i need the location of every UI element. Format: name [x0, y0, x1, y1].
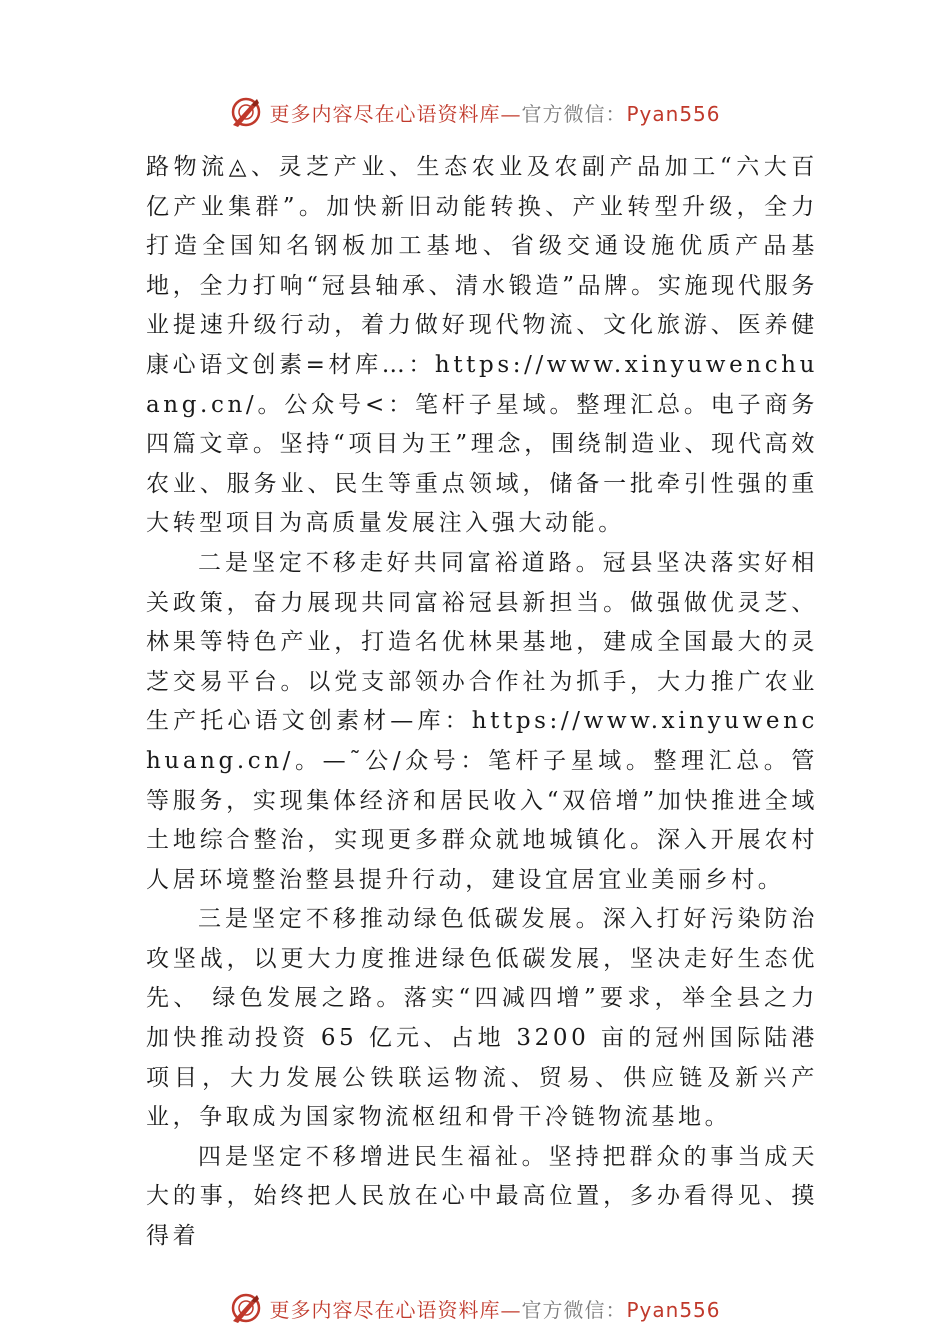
pen-logo-icon	[229, 1291, 263, 1325]
banner-main-text: 更多内容尽在心语资料库	[269, 1297, 501, 1322]
banner-sub-text: 官方微信：	[521, 101, 627, 126]
banner-wechat-id: Pyan556	[626, 101, 721, 126]
banner-text	[269, 1294, 720, 1323]
banner-main-text: 更多内容尽在心语资料库	[269, 101, 501, 126]
header-banner	[0, 92, 950, 132]
document-body	[146, 148, 818, 1257]
banner-dash: —	[500, 1297, 522, 1322]
banner-wechat-id: Pyan556	[626, 1297, 721, 1322]
paragraph-4: 四是坚定不移增进民生福祉。坚持把群众的事当成天大的事，始终把人民放在心中最高位置，多办看得见、摸得着	[146, 1143, 818, 1250]
footer-banner	[0, 1288, 950, 1328]
banner-sub-text: 官方微信：	[521, 1297, 627, 1322]
paragraph-3: 三是坚定不移推动绿色低碳发展。深入打好污染防治攻坚战，以更大力度推进绿色低碳发展，坚决走好生态优先、 绿色发展之路。落实“四减四增”要求，举全县之力加快推动投资 65 亿元、占地 3200 亩的冠州国际陆港项目，大力发展公铁联运物流、贸易、供应链及新兴产业，争取成为国家物流枢纽和骨干冷链物流基地。	[146, 906, 818, 1131]
paragraph-2: 二是坚定不移走好共同富裕道路。冠县坚决落实好相关政策，奋力展现共同富裕冠县新担当。做强做优灵芝、林果等特色产业，打造名优林果基地，建成全国最大的灵芝交易平台。以党支部领办合作社为抓手，大力推广农业生产托心语文创素材—库：https://www.xinyuwenchuang.cn/。—˜公/众号：笔杆子星域。整理汇总。管等服务，实现集体经济和居民收入“双倍增”加快推进全域土地综合整治，实现更多群众就地城镇化。深入开展农村人居环境整治整县提升行动，建设宜居宜业美丽乡村。	[146, 549, 818, 893]
pen-logo-icon	[229, 95, 263, 129]
paragraph-1: 路物流◬、灵芝产业、生态农业及农副产品加工“六大百亿产业集群”。加快新旧动能转换、产业转型升级，全力打造全国知名钢板加工基地、省级交通设施优质产品基地，全力打响“冠县轴承、清水锻造”品牌。实施现代服务业提速升级行动，着力做好现代物流、文化旅游、医养健康心语文创素=材库…：https://www.xinyuwenchuang.cn/。公众号<：笔杆子星域。整理汇总。电子商务四篇文章。坚持“项目为王”理念，围绕制造业、现代高效农业、服务业、民生等重点领域，储备一批牵引性强的重大转型项目为高质量发展注入强大动能。	[146, 154, 818, 537]
banner-dash: —	[500, 101, 522, 126]
banner-text	[269, 98, 720, 127]
